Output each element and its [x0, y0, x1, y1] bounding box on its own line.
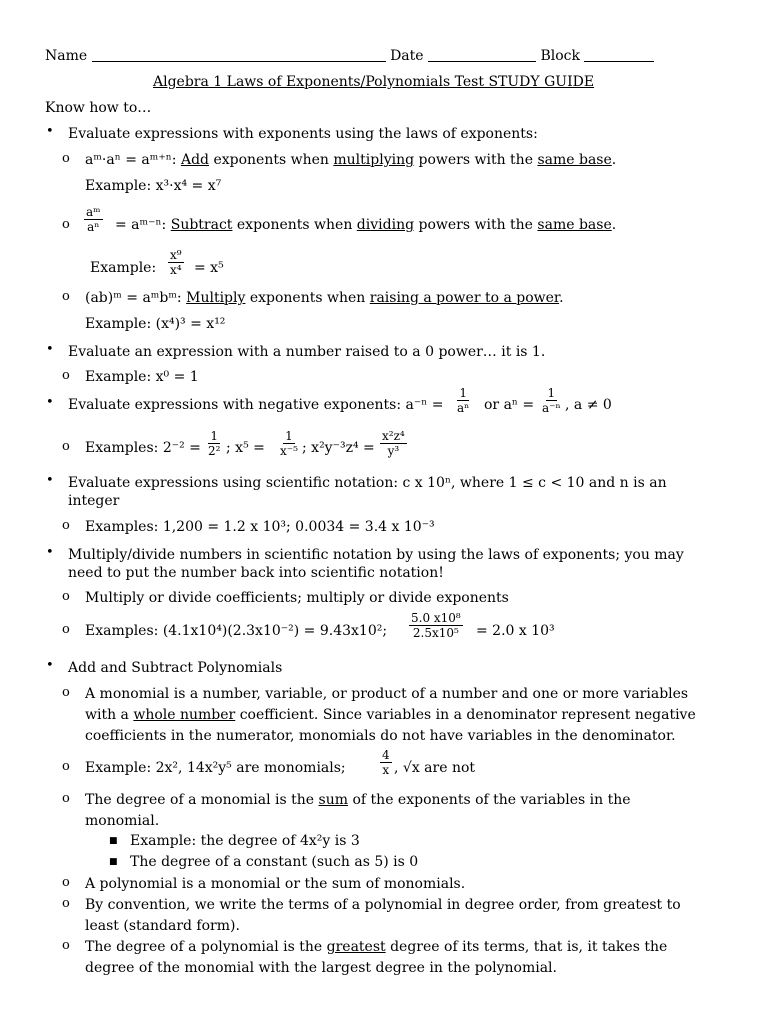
block-label: Block [540, 48, 580, 64]
s5-bullet-line2: need to put the number back into scientific notation! [68, 565, 444, 581]
neg-exp-examples-mid2: ; x²y⁻³z⁴ = [302, 440, 375, 456]
sci-multiply-examples-label: Examples: (4.1x10⁴)(2.3x10⁻²) = 9.43x10²; [85, 623, 388, 639]
period: . [559, 290, 564, 306]
quotient-example-result: = x⁵ [194, 260, 224, 276]
circle-marker: o [62, 589, 70, 604]
sci-notation-examples: Examples: 1,200 = 1.2 x 10³; 0.0034 = 3.4 x 10⁻³ [85, 519, 435, 535]
neg-exp-condition: , a ≠ 0 [565, 397, 612, 413]
rule-text: with a [85, 707, 129, 723]
fraction-numerator: x⁹ [170, 248, 182, 262]
rule-power [85, 289, 564, 307]
rule-text: powers with the [418, 217, 533, 233]
rule-text: The degree of a monomial is the [85, 792, 315, 808]
block-blank[interactable] [584, 49, 654, 62]
fraction-numerator: x²z⁴ [382, 429, 405, 443]
polynomial-degree-line1 [85, 938, 667, 956]
s3-bullet: Evaluate expressions with negative exponents: a⁻ⁿ = [68, 397, 444, 413]
rule-raising-phrase: raising a power to a power [369, 290, 560, 306]
rule-quotient-formula: = aᵐ⁻ⁿ: [115, 217, 167, 233]
circle-marker: o [62, 439, 70, 454]
fraction-numerator: 5.0 x10⁸ [411, 611, 461, 625]
rule-product-formula: aᵐ·aⁿ = aᵐ⁺ⁿ: [85, 152, 177, 168]
rule-add-word: Add [180, 152, 210, 168]
rule-multiply-word: Multiply [186, 290, 246, 306]
whole-number-phrase: whole number [133, 707, 236, 723]
convention-line2: least (standard form). [85, 918, 240, 934]
period: . [611, 217, 617, 233]
fraction-denominator: aⁿ [457, 401, 470, 415]
degree-example-2: The degree of a constant (such as 5) is 0 [130, 854, 419, 870]
monomial-def-line1: A monomial is a number, variable, or product of a number and one or more variables [85, 686, 689, 702]
square-marker: ■ [109, 836, 118, 846]
intro-text: Know how to… [45, 100, 152, 116]
circle-marker: o [62, 289, 70, 304]
fraction-denominator: 2² [208, 444, 221, 458]
sci-divide-result: = 2.0 x 10³ [476, 623, 555, 639]
fraction-denominator: x [382, 763, 390, 777]
page-title: Algebra 1 Laws of Exponents/Polynomials Test STUDY GUIDE [153, 74, 595, 90]
monomial-def-line2 [85, 706, 696, 724]
bullet-dot: • [46, 658, 54, 673]
period: . [611, 152, 617, 168]
circle-marker: o [62, 622, 70, 637]
rule-product-example: Example: x³·x⁴ = x⁷ [85, 178, 222, 194]
bullet-dot: • [46, 473, 54, 488]
rule-quotient [115, 216, 616, 234]
date-blank[interactable] [428, 49, 536, 62]
rule-text: The degree of a polynomial is the [85, 939, 323, 955]
fraction-numerator: 1 [210, 429, 219, 443]
quotient-example-label: Example: [90, 260, 157, 276]
s1-bullet: Evaluate expressions with exponents using the laws of exponents: [68, 126, 538, 142]
bullet-dot: • [46, 545, 54, 560]
rule-same-base: same base [537, 217, 612, 233]
rule-text: coefficient. Since variables in a denominator represent negative [239, 707, 696, 723]
degree-monomial-line2: monomial. [85, 813, 160, 829]
fraction-denominator: x⁴ [170, 263, 182, 277]
quotient-example-fraction [168, 248, 184, 277]
fraction-numerator: 1 [459, 386, 467, 400]
convention-line1: By convention, we write the terms of a polynomial in degree order, from greatest to [85, 897, 681, 913]
name-label: Name [45, 48, 88, 64]
neg-exp-examples-mid1: ; x⁵ = [226, 440, 265, 456]
monomial-def-line3: coefficients in the numerator, monomials do not have variables in the denominator. [85, 728, 676, 744]
neg-exp-fraction-2 [540, 386, 563, 415]
fraction-denominator: x⁻⁵ [280, 444, 298, 458]
fraction-numerator: 1 [547, 386, 556, 400]
rule-text: exponents when [236, 217, 353, 233]
circle-marker: o [62, 938, 70, 953]
neg-exp-example-fraction-3 [380, 429, 407, 458]
zero-power-example: Example: x⁰ = 1 [85, 369, 199, 385]
rule-text: exponents when [249, 290, 366, 306]
s4-bullet-line1: Evaluate expressions using scientific notation: c x 10ⁿ, where 1 ≤ c < 10 and n is an [68, 475, 667, 491]
polynomial-degree-line2: degree of the monomial with the largest degree in the polynomial. [85, 960, 557, 976]
name-line [45, 47, 654, 65]
rule-dividing-word: dividing [356, 217, 415, 233]
circle-marker: o [62, 875, 70, 890]
rule-text: degree of its terms, that is, it takes the [390, 939, 668, 955]
degree-example-1: Example: the degree of 4x²y is 3 [130, 833, 360, 849]
sci-divide-fraction [409, 611, 463, 640]
date-label: Date [390, 48, 424, 64]
circle-marker: o [62, 518, 70, 533]
neg-exp-fraction-1 [455, 386, 471, 415]
circle-marker: o [62, 151, 70, 166]
monomial-nonexample-fraction [380, 748, 392, 777]
square-marker: ■ [109, 857, 118, 867]
rule-product [85, 151, 616, 169]
name-blank[interactable] [92, 49, 386, 62]
bullet-dot: • [46, 395, 54, 410]
circle-marker: o [62, 368, 70, 383]
s6-bullet: Add and Subtract Polynomials [68, 660, 283, 676]
fraction-denominator: aⁿ [87, 220, 100, 234]
s4-bullet-line2: integer [68, 493, 120, 509]
fraction-denominator: a⁻ⁿ [542, 401, 561, 415]
circle-marker: o [62, 217, 70, 232]
neg-exp-examples-label: Examples: 2⁻² = [85, 440, 201, 456]
quotient-fraction [84, 205, 103, 234]
sci-multiply-note: Multiply or divide coefficients; multiply or divide exponents [85, 590, 509, 606]
sum-word: sum [318, 792, 349, 808]
s2-bullet: Evaluate an expression with a number raised to a 0 power… it is 1. [68, 344, 546, 360]
greatest-word: greatest [326, 939, 386, 955]
circle-marker: o [62, 896, 70, 911]
circle-marker: o [62, 759, 70, 774]
fraction-denominator: y³ [387, 444, 400, 458]
polynomial-def: A polynomial is a monomial or the sum of monomials. [85, 876, 466, 892]
rule-multiplying-word: multiplying [333, 152, 415, 168]
s5-bullet-line1: Multiply/divide numbers in scientific notation by using the laws of exponents; you may [68, 547, 684, 563]
fraction-denominator: 2.5x10⁵ [412, 626, 459, 640]
fraction-numerator: 1 [285, 429, 293, 443]
bullet-dot: • [46, 124, 54, 139]
circle-marker: o [62, 791, 70, 806]
rule-same-base: same base [537, 152, 612, 168]
fraction-numerator: aᵐ [86, 205, 101, 219]
rule-subtract-word: Subtract [170, 217, 233, 233]
rule-text: of the exponents of the variables in the [352, 792, 631, 808]
monomial-example-label: Example: 2x², 14x²y⁵ are monomials; [85, 760, 346, 776]
degree-monomial-line1 [85, 791, 631, 809]
bullet-dot: • [46, 342, 54, 357]
neg-exp-example-fraction-2 [278, 429, 300, 458]
rule-text: exponents when [213, 152, 329, 168]
rule-text: powers with the [418, 152, 533, 168]
circle-marker: o [62, 685, 70, 700]
or-text: or aⁿ = [484, 397, 535, 413]
fraction-numerator: 4 [382, 748, 390, 762]
rule-power-formula: (ab)ᵐ = aᵐbᵐ: [85, 290, 182, 306]
monomial-nonexample-tail: , √x are not [394, 760, 476, 776]
rule-power-example: Example: (x⁴)³ = x¹² [85, 316, 226, 332]
neg-exp-example-fraction-1 [206, 429, 222, 458]
